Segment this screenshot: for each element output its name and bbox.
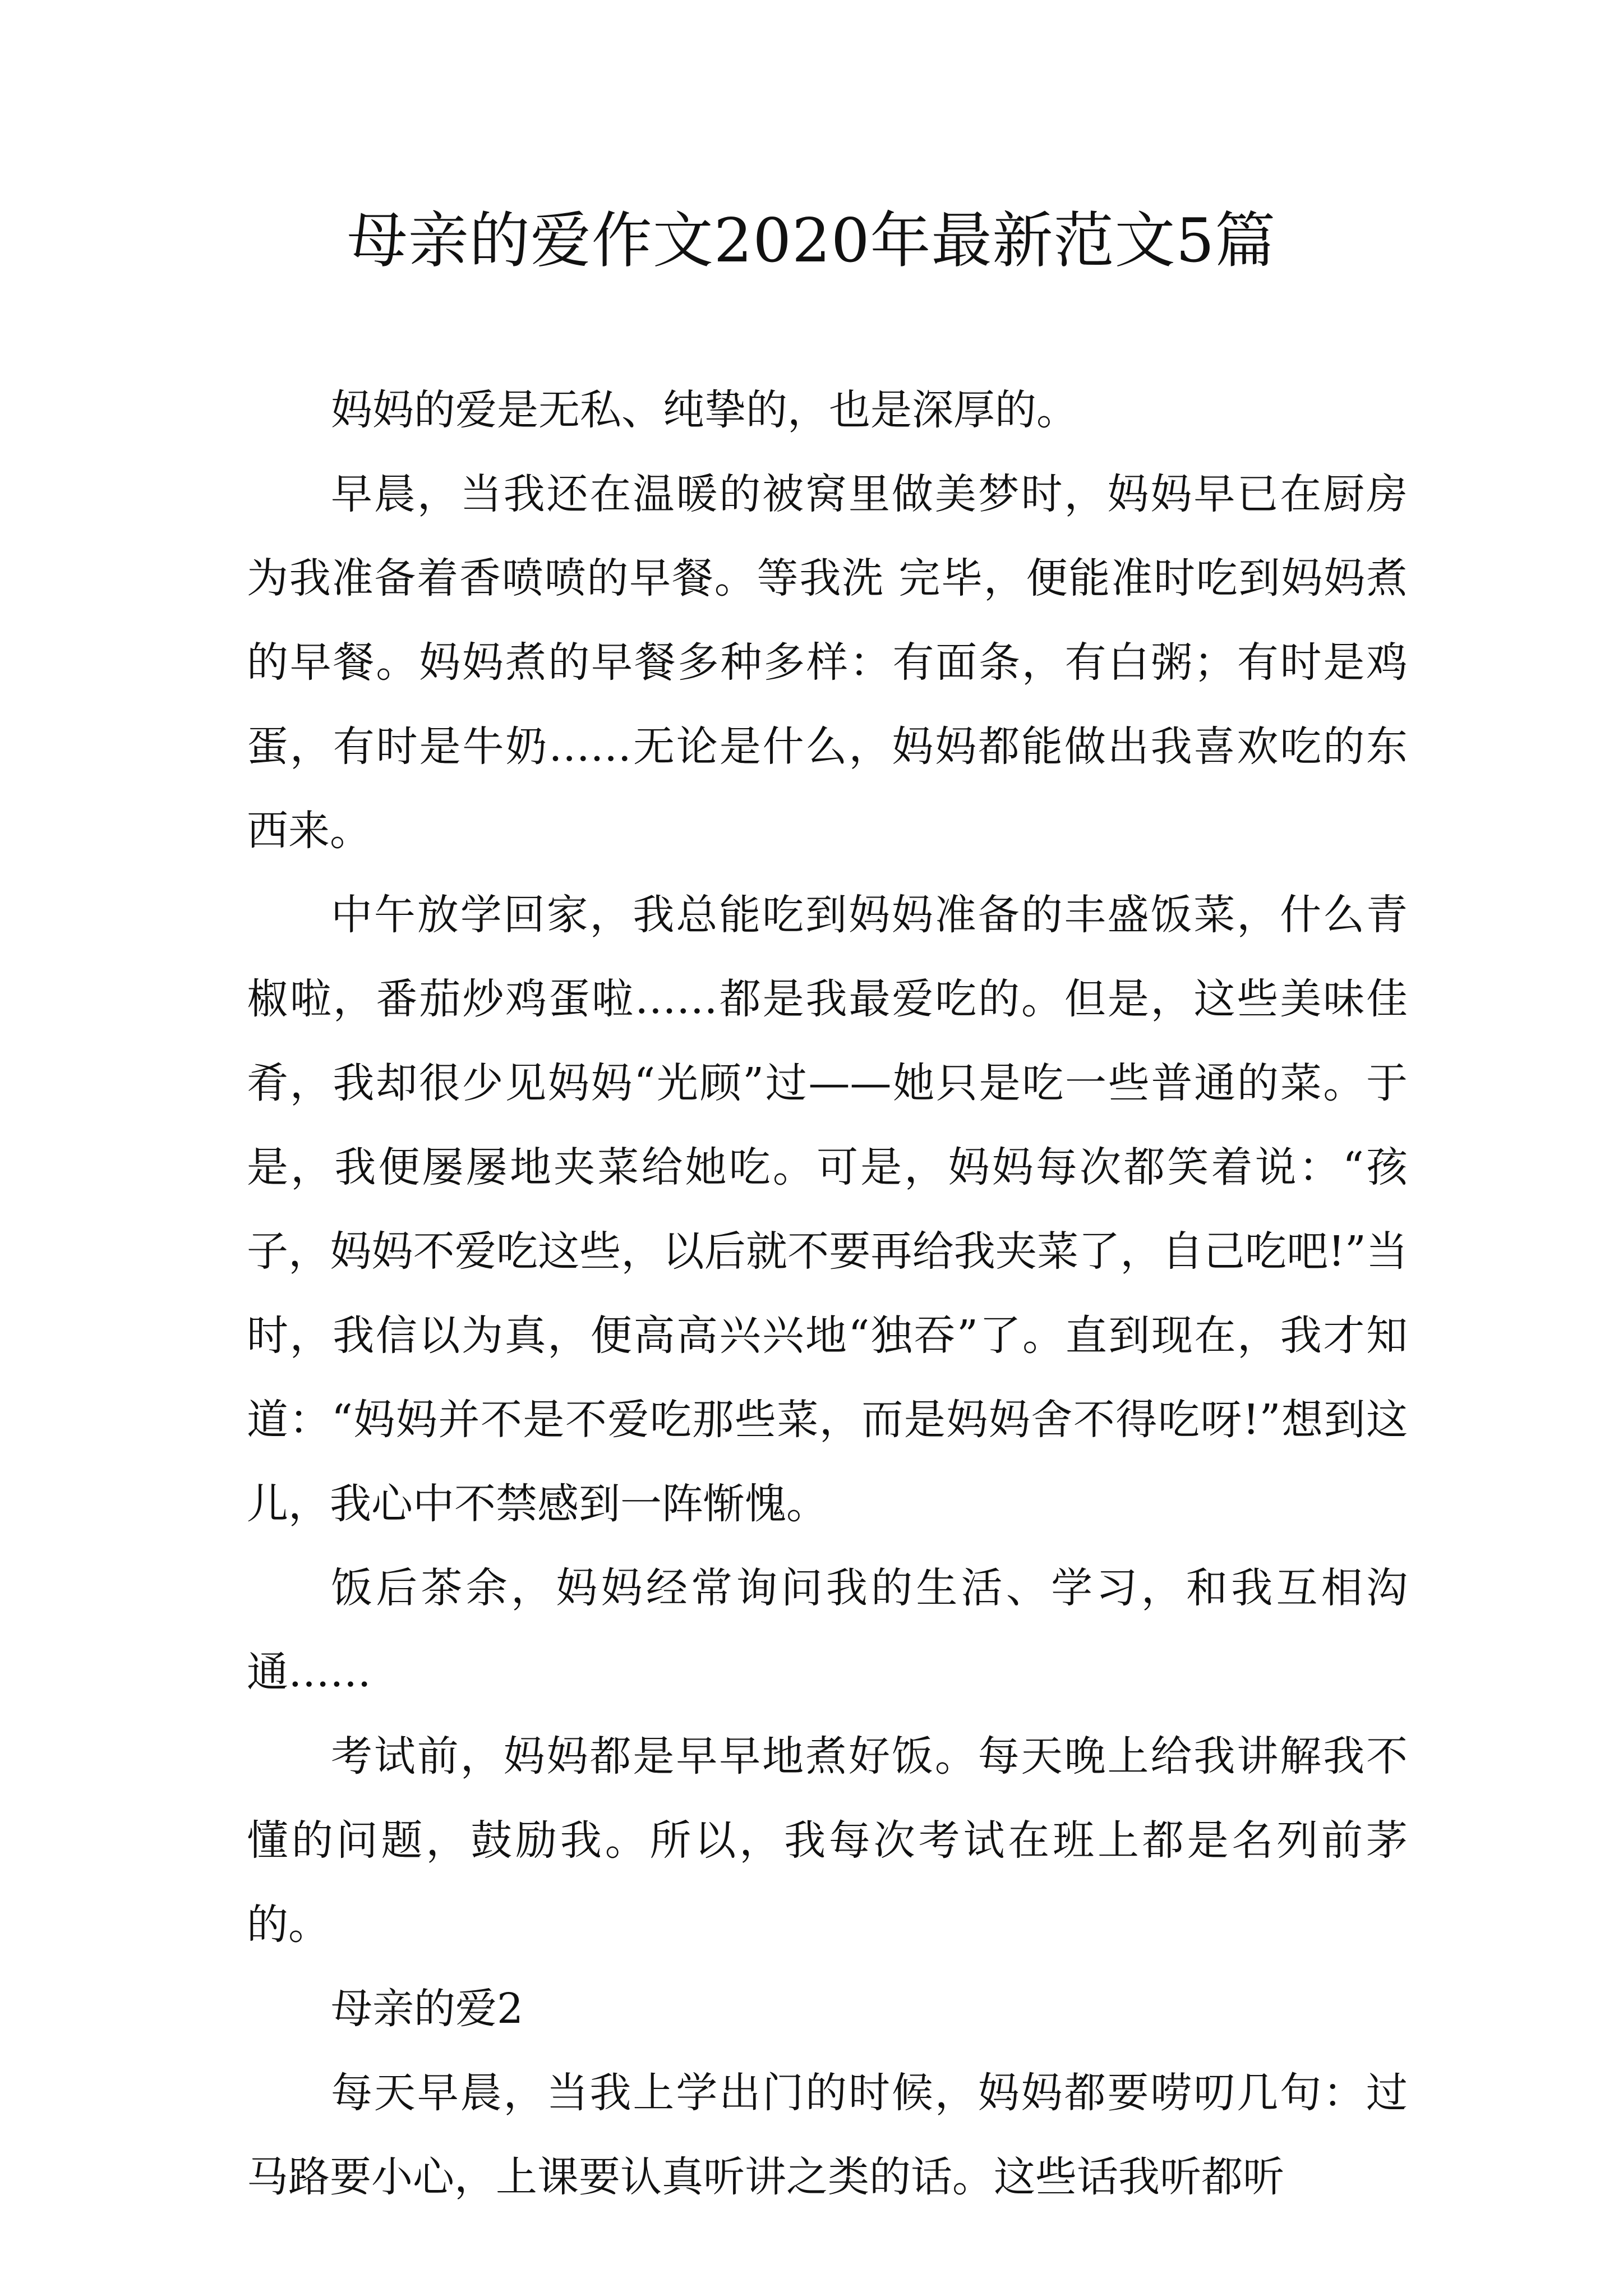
paragraph: 妈妈的爱是无私、纯挚的，也是深厚的。 (331, 386, 1078, 434)
document-body (247, 368, 1408, 2219)
paragraph: 每天早晨，当我上学出门的时候，妈妈都要唠叨几句：过马路要小心，上课要认真听讲之类的话。这些话我听都听 (247, 2069, 1408, 2201)
paragraph: 饭后茶余，妈妈经常询问我的生活、学习，和我互相沟通…… (247, 1564, 1408, 1696)
paragraph: 早晨，当我还在温暖的被窝里做美梦时，妈妈早已在厨房为我准备着香喷喷的早餐。等我洗 完毕，便能准时吃到妈妈煮的早餐。妈妈煮的早餐多种多样：有面条，有白粥；有时是鸡蛋，有时是牛奶……无论是什么，妈妈都能做出我喜欢吃的东西来。 (247, 470, 1408, 855)
paragraph: 中午放学回家，我总能吃到妈妈准备的丰盛饭菜，什么青椒啦，番茄炒鸡蛋啦……都是我最爱吃的。但是，这些美味佳肴，我却很少见妈妈“光顾”过——她只是吃一些普通的菜。于是，我便屡屡地夹菜给她吃。可是，妈妈每次都笑着说：“孩子，妈妈不爱吃这些，以后就不要再给我夹菜了，自己吃吧!”当时，我信以为真，便高高兴兴地“独吞”了。直到现在，我才知道：“妈妈并不是不爱吃那些菜，而是妈妈舍不得吃呀!”想到这儿，我心中不禁感到一阵惭愧。 (247, 891, 1408, 1528)
section-heading: 母亲的爱2 (331, 1985, 524, 2033)
document-title: 母亲的爱作文2020年最新范文5篇 (347, 206, 1276, 276)
paragraph: 考试前，妈妈都是早早地煮好饭。每天晚上给我讲解我不懂的问题，鼓励我。所以，我每次考试在班上都是名列前茅的。 (247, 1732, 1408, 1949)
